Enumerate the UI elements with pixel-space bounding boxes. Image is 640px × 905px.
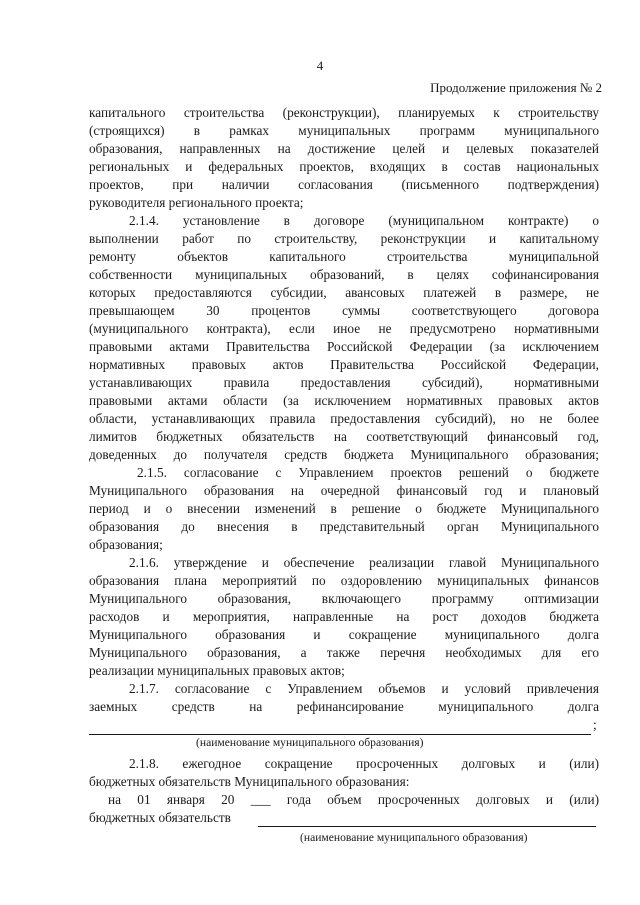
text-line: собственности муниципальных образований, в целях софинансирования — [89, 267, 599, 282]
text-line: лимитов бюджетных обязательств на соответствующий финансовый год, — [89, 429, 599, 444]
text-line: бюджетных обязательств Муниципального образования: — [89, 774, 410, 789]
caption-municipality-1: (наименование муниципального образования) — [196, 736, 424, 749]
text-line: устанавливающих правила предоставления субсидий), нормативными — [89, 375, 599, 390]
text-line: области, устанавливающих правила предоставления субсидий), но не более — [89, 411, 599, 426]
text-line: (строящихся) в рамках муниципальных программ муниципального — [89, 123, 599, 138]
text-line: Муниципального образования на очередной финансовый год и плановый — [89, 483, 599, 498]
text-line: Муниципального образования и сокращение муниципального долга — [89, 627, 599, 642]
text-line: капитального строительства (реконструкции), планируемых к строительству — [89, 105, 599, 120]
text-line: образования до внесения в представительный орган Муниципального — [89, 519, 599, 534]
text-line: выполнении работ по строительству, реконструкции и капитальному — [89, 231, 599, 246]
text-line: реализации муниципальных правовых актов; — [89, 663, 345, 678]
text-line: образования, направленных на достижение целей и целевых показателей — [89, 141, 599, 156]
municipality-name-blank-1[interactable] — [89, 716, 591, 735]
text-line: расходов и мероприятия, направленные на рост доходов бюджета — [89, 609, 599, 624]
text-line: правовыми актами области (за исключением нормативных правовых актов — [89, 393, 599, 408]
page-number: 4 — [316, 58, 324, 73]
text-line: образования; — [89, 537, 163, 552]
text-line: которых предоставляются субсидии, авансовых платежей в размере, не — [89, 285, 599, 300]
clause-2-1-6: 2.1.6. утверждение и обеспечение реализации главой Муниципального — [129, 555, 599, 570]
text-line: региональных и федеральных проектов, входящих в состав национальных — [89, 159, 599, 174]
clause-2-1-4: 2.1.4. установление в договоре (муниципальном контракте) о — [129, 213, 599, 228]
text-line: ремонту объектов капитального строительства муниципальной — [89, 249, 599, 264]
semicolon: ; — [593, 717, 597, 732]
text-line: доведенных до получателя средств бюджета Муниципального образования; — [89, 447, 599, 462]
text-line: образования плана мероприятий по оздоровлению муниципальных финансов — [89, 573, 599, 588]
appendix-continuation: Продолжение приложения № 2 — [430, 80, 602, 95]
text-line: бюджетных обязательств — [89, 810, 231, 825]
caption-municipality-2: (наименование муниципального образования) — [300, 831, 528, 844]
text-line: (муниципального контракта), если иное не предусмотрено нормативными — [89, 321, 599, 336]
text-line: нормативных правовых актов Правительства Российской Федерации, — [89, 357, 599, 372]
clause-2-1-7: 2.1.7. согласование с Управлением объемов и условий привлечения — [129, 681, 599, 696]
text-line: Муниципального образования, включающего программу оптимизации — [89, 591, 599, 606]
text-line: Муниципального образования, а также перечня необходимых для его — [89, 645, 599, 660]
text-line: период и о внесении изменений в решение о бюджете Муниципального — [89, 501, 599, 516]
text-line: проектов, при наличии согласования (письменного подтверждения) — [89, 177, 599, 192]
text-line: превышающем 30 процентов суммы соответствующего договора — [89, 303, 599, 318]
text-line: руководителя регионального проекта; — [89, 195, 304, 210]
municipality-name-blank-2[interactable] — [258, 809, 596, 827]
text-line-date: на 01 января 20 ___ года объем просроченных долговых и (или) — [108, 792, 599, 807]
text-line: заемных средств на рефинансирование муниципального долга — [89, 699, 599, 714]
clause-2-1-8: 2.1.8. ежегодное сокращение просроченных долговых и (или) — [129, 756, 599, 771]
clause-2-1-5: 2.1.5. согласование с Управлением проектов решений о бюджете — [137, 465, 599, 480]
text-line: правовыми актами Правительства Российской Федерации (за исключением — [89, 339, 599, 354]
